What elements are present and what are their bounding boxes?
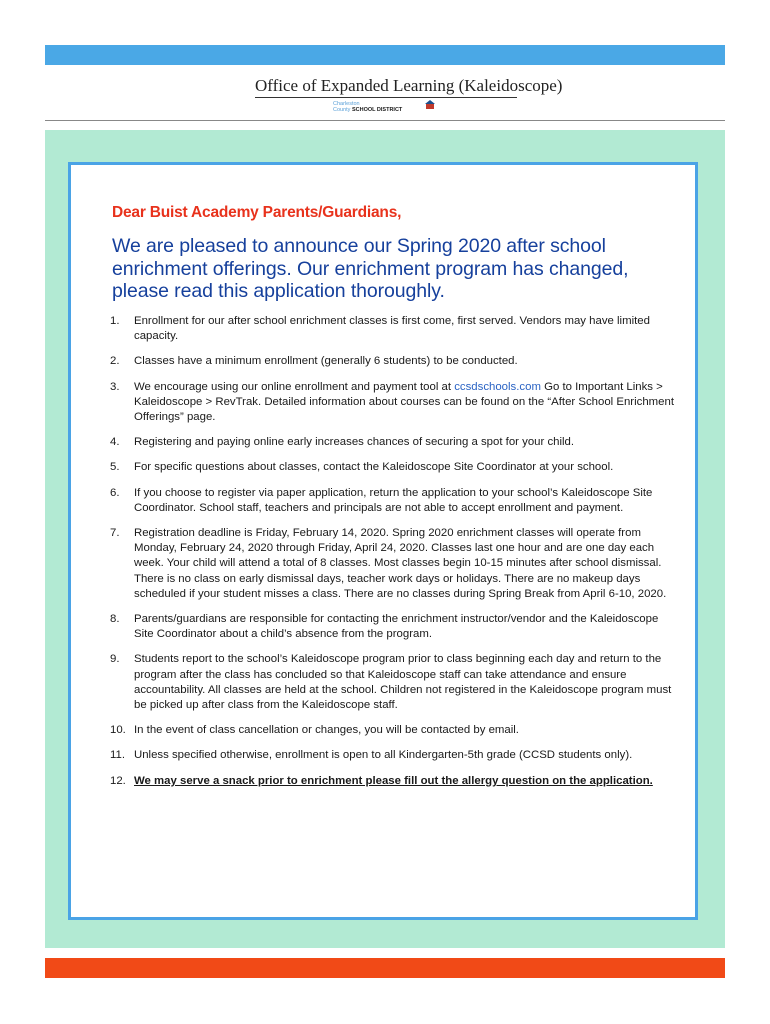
item-number: 3. [110,380,120,393]
item-number: 8. [110,613,120,626]
list-item [110,774,680,789]
item-number: 9. [110,653,120,666]
item-text: For specific questions about classes, contact the Kaleidoscope Site Coordinator at your school. [134,461,614,474]
item-text: Students report to the school’s Kaleidoscope program prior to class beginning each day and return to the program after the class has concluded so that Kaleidoscope staff can take attendance and ensure accountability. All classes are held at the school. Children not registered in the Kaleidoscope program must be picked up after class from the Kaleidoscope staff. [134,653,672,712]
list-item [110,314,680,344]
item-text: If you choose to register via paper application, return the application to your school’s Kaleidoscope Site Coordinator. School staff, teachers and principals are not able to accept enrollment and payment. [134,486,653,514]
district-line2: County [333,107,351,113]
item-number: 2. [110,355,120,368]
item-number: 1. [110,315,120,327]
item-number: 10. [110,724,126,737]
item-text: Registering and paying online early increases chances of securing a spot for your child. [134,436,575,449]
office-title: Office of Expanded Learning (Kaleidoscope) [255,76,563,95]
item-text-before: We encourage using our online enrollment and payment tool at [134,380,455,393]
item-text: Unless specified otherwise, enrollment is open to all Kindergarten-5th grade (CCSD students only). [134,749,633,762]
item-number: 11. [110,749,125,762]
district-logo-icon [425,100,435,110]
item-text-after: Go to Important Links > Kaleidoscope > RevTrak. Detailed information about courses can be found on the “After School Enrichment Offerings” page. [134,380,674,424]
top-accent-bar [45,45,725,65]
district-line1: Charleston [333,101,360,107]
list-item [110,354,680,369]
item-text: Classes have a minimum enrollment (generally 6 students) to be conducted. [134,355,518,368]
ccsdschools-link[interactable]: ccsdschools.com [454,380,541,393]
headline: We are pleased to announce our Spring 2020 after school enrichment offerings. Our enrichment program has changed, please read this application thoroughly. [112,235,629,302]
list-item [110,748,680,763]
page-header [45,70,725,120]
item-text: In the event of class cancellation or changes, you will be contacted by email. [134,724,519,737]
header-divider [45,120,725,121]
item-number: 5. [110,461,120,474]
list-item [110,486,680,516]
list-item [110,526,680,602]
list-item [110,460,680,475]
item-text: Enrollment for our after school enrichment classes is first come, first served. Vendors may have limited capacity. [134,315,650,343]
bottom-accent-bar [45,958,725,978]
district-logo-text [333,101,402,113]
list-item [110,652,680,713]
list-item [110,435,680,450]
title-underline [255,97,517,98]
item-number: 12. [110,774,126,787]
item-number: 7. [110,527,120,540]
item-number: 6. [110,486,120,499]
item-number: 4. [110,436,120,449]
list-item [110,612,680,642]
list-item [110,723,680,738]
instructions-list [110,314,680,799]
list-item [110,380,680,426]
greeting: Dear Buist Academy Parents/Guardians, [112,204,402,221]
snack-allergy-notice: We may serve a snack prior to enrichment please fill out the allergy question on the application. [134,774,653,787]
district-name: SCHOOL DISTRICT [351,107,403,113]
item-text: Registration deadline is Friday, February 14, 2020. Spring 2020 enrichment classes will operate from Monday, February 24, 2020 through Friday, April 24, 2020. Classes last one hour and are one day each week. Your child will attend a total of 8 classes. Most classes begin 10-15 minutes after school dismissal. There is no class on early dismissal days, teacher work days or holidays. There are no makeup days scheduled if your student misses a class. There are no classes during Spring Break from April 6-10, 2020. [134,527,667,600]
item-text: Parents/guardians are responsible for contacting the enrichment instructor/vendor and the Kaleidoscope Site Coordinator about a child’s absence from the program. [134,613,659,641]
